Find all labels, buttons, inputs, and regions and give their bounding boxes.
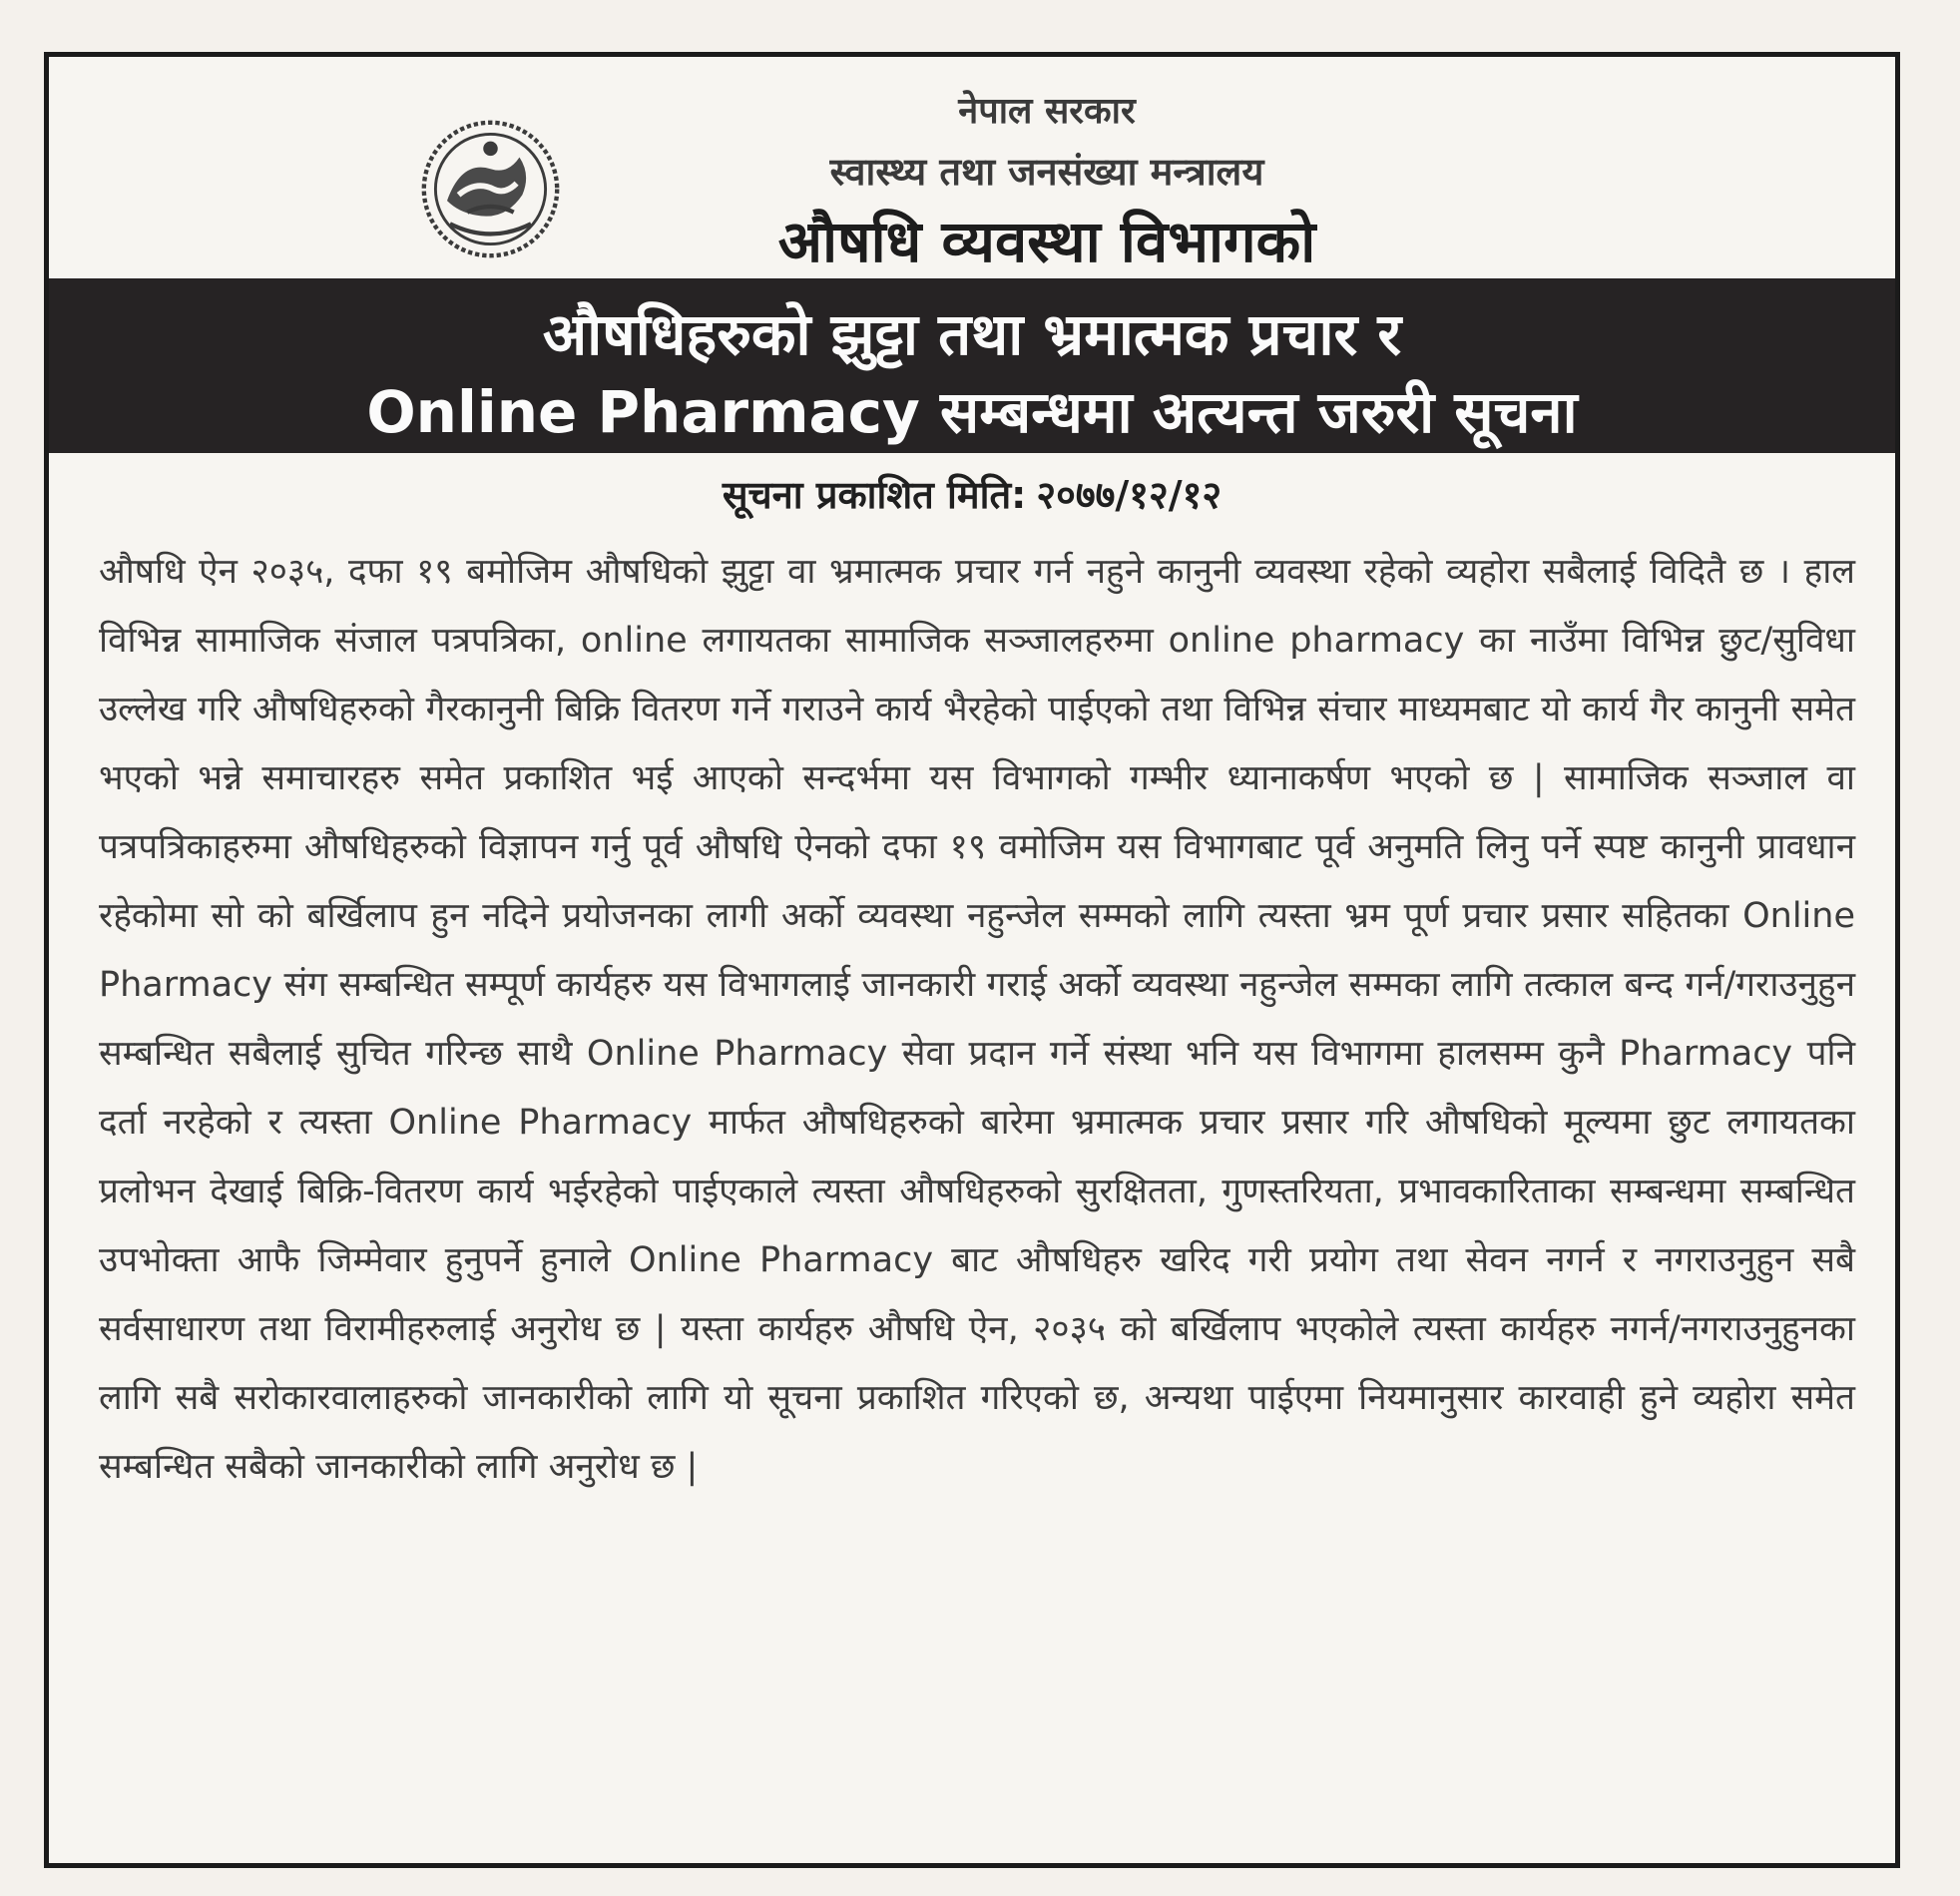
notice-title-banner bbox=[49, 278, 1895, 453]
publication-date-value: २०७७/१२/१२ bbox=[1036, 473, 1223, 517]
government-name: नेपाल सरकार bbox=[958, 91, 1136, 132]
nepal-government-emblem-icon bbox=[418, 117, 563, 261]
notice-title-line-1: औषधिहरुको झुट्टा तथा भ्रमात्मक प्रचार र bbox=[542, 300, 1402, 368]
notice-frame bbox=[44, 52, 1900, 1868]
notice-title-line-2: Online Pharmacy सम्बन्धमा अत्यन्त जरुरी सूचना bbox=[366, 378, 1578, 446]
notice-body-paragraph: औषधि ऐन २०३५, दफा १९ बमोजिम औषधिको झुट्टा वा भ्रमात्मक प्रचार गर्न नहुने कानुनी व्यवस्था रहेको व्यहोरा सबैलाई विदितै छ । हाल विभिन्न सामाजिक संजाल पत्रपत्रिका, online लगायतका सामाजिक सञ्जालहरुमा online pharmacy का नाउँमा विभिन्न छुट/सुविधा उल्लेख गरि औषधिहरुको गैरकानुनी बिक्रि वितरण गर्ने गराउने कार्य भैरहेको पाईएको तथा विभिन्न संचार माध्यमबाट यो कार्य गैर कानुनी समेत भएको भन्ने समाचारहरु समेत प्रकाशित भई आएको सन्दर्भमा यस विभागको गम्भीर ध्यानाकर्षण भएको छ | सामाजिक सञ्जाल वा पत्रपत्रिकाहरुमा औषधिहरुको विज्ञापन गर्नु पूर्व औषधि ऐनको दफा १९ वमोजिम यस विभागबाट पूर्व अनुमति लिनु पर्ने स्पष्ट कानुनी प्रावधान रहेकोमा सो को बर्खिलाप हुन नदिने प्रयोजनका लागी अर्को व्यवस्था नहुन्जेल सम्मको लागि त्यस्ता भ्रम पूर्ण प्रचार प्रसार सहितका Online Pharmacy संग सम्बन्धित सम्पूर्ण कार्यहरु यस विभागलाई जानकारी गराई अर्को व्यवस्था नहुन्जेल सम्मका लागि तत्काल बन्द गर्न/गराउनुहुन सम्बन्धित सबैलाई सुचित गरिन्छ साथै Online Pharmacy सेवा प्रदान गर्ने संस्था भनि यस विभागमा हालसम्म कुनै Pharmacy पनि दर्ता नरहेको र त्यस्ता Online Pharmacy मार्फत औषधिहरुको बारेमा भ्रमात्मक प्रचार प्रसार गरि औषधिको मूल्यमा छुट लगायतका प्रलोभन देखाई बिक्रि-वितरण कार्य भईरहेको पाईएकाले त्यस्ता औषधिहरुको सुरक्षितता, गुणस्तरियता, प्रभावकारिताका सम्बन्धमा सम्बन्धित उपभोक्ता आफै जिम्मेवार हुनुपर्ने हुनाले Online Pharmacy बाट औषधिहरु खरिद गरी प्रयोग तथा सेवन नगर्न र नगराउनुहुन सबै सर्वसाधारण तथा विरामीहरुलाई अनुरोध छ | यस्ता कार्यहरु औषधि ऐन, २०३५ को बर्खिलाप भएकोले त्यस्ता कार्यहरु नगर्न/नगराउनुहुनका लागि सबै सरोकारवालाहरुको जानकारीको लागि यो सूचना प्रकाशित गरिएको छ, अन्यथा पाईएमा नियमानुसार कारवाही हुने व्यहोरा समेत सम्बन्धित सबैको जानकारीको लागि अनुरोध छ | bbox=[99, 552, 1855, 1487]
department-name: औषधि व्यवस्था विभागको bbox=[777, 208, 1316, 275]
publication-date-label: सूचना प्रकाशित मिति: bbox=[722, 473, 1027, 517]
publication-date-line bbox=[49, 468, 1895, 520]
ministry-name: स्वास्थ्य तथा जनसंख्या मन्त्रालय bbox=[829, 150, 1264, 194]
notice-body bbox=[99, 538, 1855, 1502]
notice-header bbox=[49, 57, 1895, 274]
